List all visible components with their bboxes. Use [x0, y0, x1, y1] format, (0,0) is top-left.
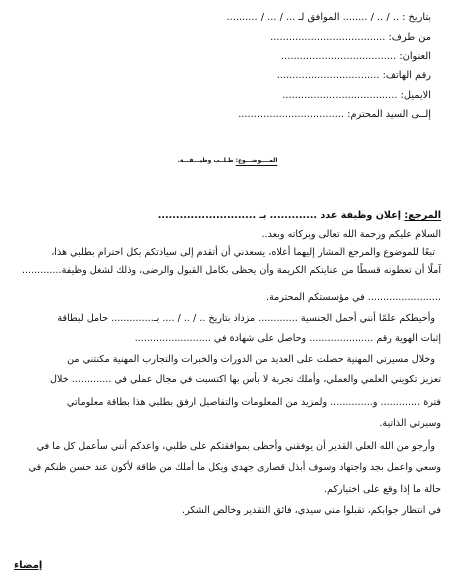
greeting-line: السلام عليكم ورحمة الله تعالى وبركاته وبعد..: [261, 229, 441, 240]
body-line-02: تبعًا للموضوع والمرجع المشار إليهما أعلاه، يسعدني أن أتقدم إلى سيادتكم بكل احترام بطلبي هذا،: [51, 247, 435, 258]
body-line-06: إثبات الهوية رقم ..................... وحاصل على شهادة في .........................: [134, 333, 441, 344]
body-line-13: حالة ما إذا وقع على اختياركم.: [324, 484, 441, 495]
body-line-10: وسيرتي الذاتية.: [379, 418, 441, 429]
subject-text: طـلــب وظيـــفـــة.: [177, 158, 234, 164]
body-line-09: فترة ............. و.............. ولمزيد من المعلومات والتفاصيل ارفق بطلبي هذا بطاقة معلوماتي: [66, 397, 441, 408]
date-line: بتاريخ : .. / .. / ........ الموافق لـ ... / ... / ..........: [226, 12, 431, 23]
body-line-07: وخلال مسيرتي المهنية حصلت على العديد من الدورات والخبرات والتجارب المهنية مكنتني من: [67, 354, 435, 365]
reference-line: [158, 210, 441, 222]
body-line-11: وأرجو من الله العلي القدير أن يوفقني وأحظى بموافقتكم على طلبي، واعدكم أنني سأعمل كل ما في: [36, 441, 435, 452]
email-line: الايميل: .....................................: [282, 90, 431, 101]
body-line-05: وأحيطكم علمًا أنني أحمل الجنسية ............. مزداد بتاريخ .. / .. / .... بـ.............. حامل لبطاقة: [57, 313, 435, 324]
body-line-12: وسعي واعمل بجد واجتهاد وسوف أبذل قصارى جهدي ويكل ما أملك من طاقة لأكون عند حسن ظنكم في: [28, 462, 441, 473]
body-line-04: ........................ في مؤسستكم المحترمة.: [265, 292, 441, 303]
reference-text: إعلان وظيفة عدد ............. بـ ...........................: [157, 210, 402, 221]
phone-line: رقم الهاتف: .................................: [276, 70, 431, 81]
signature-label: إمضاء: [14, 560, 43, 571]
body-line-08: تعزيز تكويني العلمي والعملي، وأملك تجربة لا بأس بها اكتسبت في مجال عملي في ............. خلال: [50, 374, 441, 385]
recipient-line: إلــى السيد المحترم: ..................................: [238, 109, 431, 120]
reference-label: المرجع:: [404, 210, 441, 221]
from-line: من طرف: .....................................: [270, 32, 431, 43]
closing-line: في انتظار جوابكم، تقبلوا مني سيدي، فائق التقدير وخالص الشكر.: [182, 505, 441, 516]
subject-heading: [0, 150, 455, 172]
body-line-03: آملًا أن تعطونه قسطًا من عنايتكم الكريمة وأن يحظى بكامل القبول والرضى، وذلك لشغل وظيفة.............: [21, 265, 441, 276]
address-line: العنوان: .....................................: [280, 51, 431, 62]
subject-label: المــــوضـــوع:: [235, 158, 278, 164]
